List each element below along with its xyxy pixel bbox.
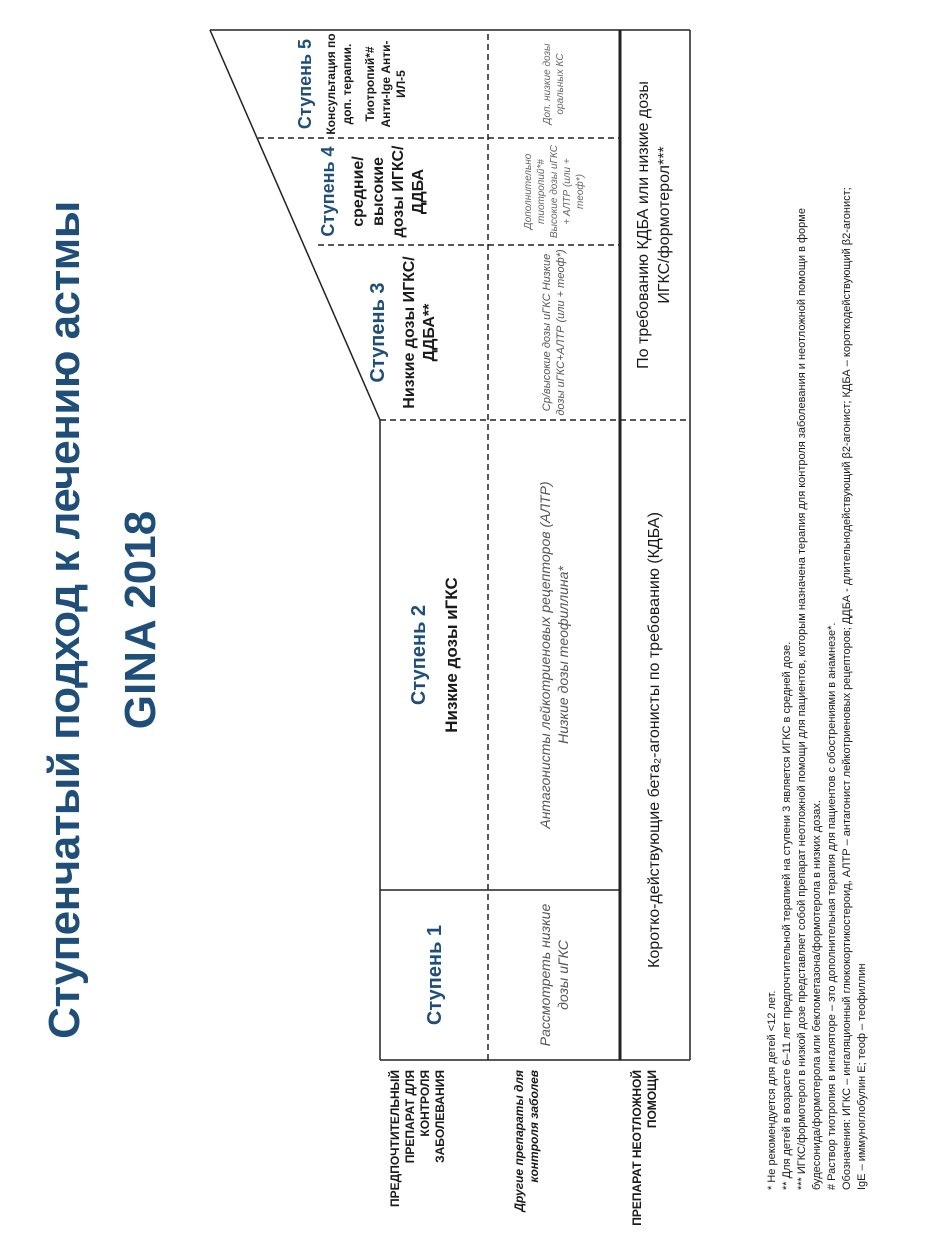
row-label-preferred: ПРЕДПОЧТИТЕЛЬНЫЙ ПРЕПАРАТ ДЛЯ КОНТРОЛЯ ЗАБОЛЕВАНИЯ	[388, 1070, 447, 1207]
footnote: # Раствор тиотропия в ингаляторе – это дополнительная терапия для пациентов с обострениями в анамнезе*.	[826, 622, 838, 1190]
footnote: *** ИГКС/формотерол в низкой дозе представляет собой препарат неотложной помощи для пациентов, которым назначена терапия для контроля заболевания и неотложной помощи в форме	[796, 208, 808, 1190]
step-5-other	[492, 33, 616, 135]
step-5-cell	[220, 30, 485, 138]
step-4-label: Ступень 4	[318, 146, 338, 237]
step-5-preferred-2: Тиотропий*# Анти-Ige Анти-ИЛ-5	[363, 40, 409, 128]
step-2-label: Ступень 2	[407, 604, 430, 706]
step-1-label: Ступень 1	[423, 924, 446, 1026]
step-2-other-text: Антагонисты лейкотриеновых рецепторов (АЛТР) Низкие дозы теофиллина*	[536, 481, 571, 829]
step-3-cell	[322, 245, 485, 420]
reliever-left	[622, 420, 688, 1060]
step-3-other-text: Ср/высокие дозы иГКС Низкие дозы иГКС+АЛТР (или + теоф*)	[540, 249, 567, 416]
footnote: ** Для детей в возрасте 6–11 лет предпочтительной терапией на ступени 3 является ИГКС в средней дозе.	[781, 641, 793, 1190]
page-subtitle: GINA 2018	[116, 510, 165, 730]
step-2-other	[492, 420, 616, 890]
step-2-preferred: Низкие дозы иГКС	[441, 577, 461, 733]
reliever-right	[622, 30, 688, 420]
footnote: Обозначения: ИГКС – ингаляционный глюкокортикостероид, АЛТР – антагонист лейкотриеновых рецепторов; ДДБА - длительнодействующий β2-агонист; КДБА – короткодействующий β2-агонист;	[841, 187, 853, 1190]
step-5-label: Ступень 5	[295, 38, 316, 130]
footnote: будесонида/формотерола или беклометазона/формотерола в низких дозах.	[811, 800, 823, 1190]
step-3-other	[492, 249, 616, 416]
footnote: IgE – иммуноглобулин E; теоф – теофиллин	[856, 963, 868, 1190]
step-2-cell	[385, 420, 485, 890]
step-1-cell	[385, 890, 485, 1060]
step-4-other-text: Дополнительно тиотропий*# Высокие дозы иГКС + АЛТР (или + теоф*)	[522, 145, 586, 238]
footnote: * Не рекомендуется для детей <12 лет.	[766, 990, 778, 1190]
step-5-other-text: Доп. низкие дозы оральных КС	[542, 43, 566, 125]
step-4-other	[492, 141, 616, 242]
step-1-other	[492, 890, 616, 1060]
footnotes	[765, 20, 870, 1190]
row-label-other: Другие препараты для контроля заболев	[512, 1070, 541, 1212]
step-1-other-text: Рассмотреть низкие дозы иГКС	[536, 903, 571, 1047]
step-5-preferred: Консультация по доп. терапии.	[324, 33, 354, 135]
step-3-preferred: Низкие дозы ИГКС/ДДБА**	[401, 256, 438, 409]
step-4-preferred: средние/ высокие дозы ИГКС/ДДБА	[350, 145, 427, 238]
reliever-left-text: Коротко-действующие бета₂-агонисты по требованию (КДБА)	[645, 512, 663, 968]
page-title: Ступенчатый подход к лечению астмы	[40, 201, 89, 1039]
step-3-label: Ступень 3	[367, 282, 389, 383]
reliever-right-text: По требованию КДБА или низкие дозы ИГКС/формотерол***	[635, 81, 673, 369]
row-label-reliever: ПРЕПАРАТ НЕОТЛОЖНОЙ ПОМОЩИ	[630, 1070, 659, 1226]
step-4-cell	[262, 138, 485, 245]
